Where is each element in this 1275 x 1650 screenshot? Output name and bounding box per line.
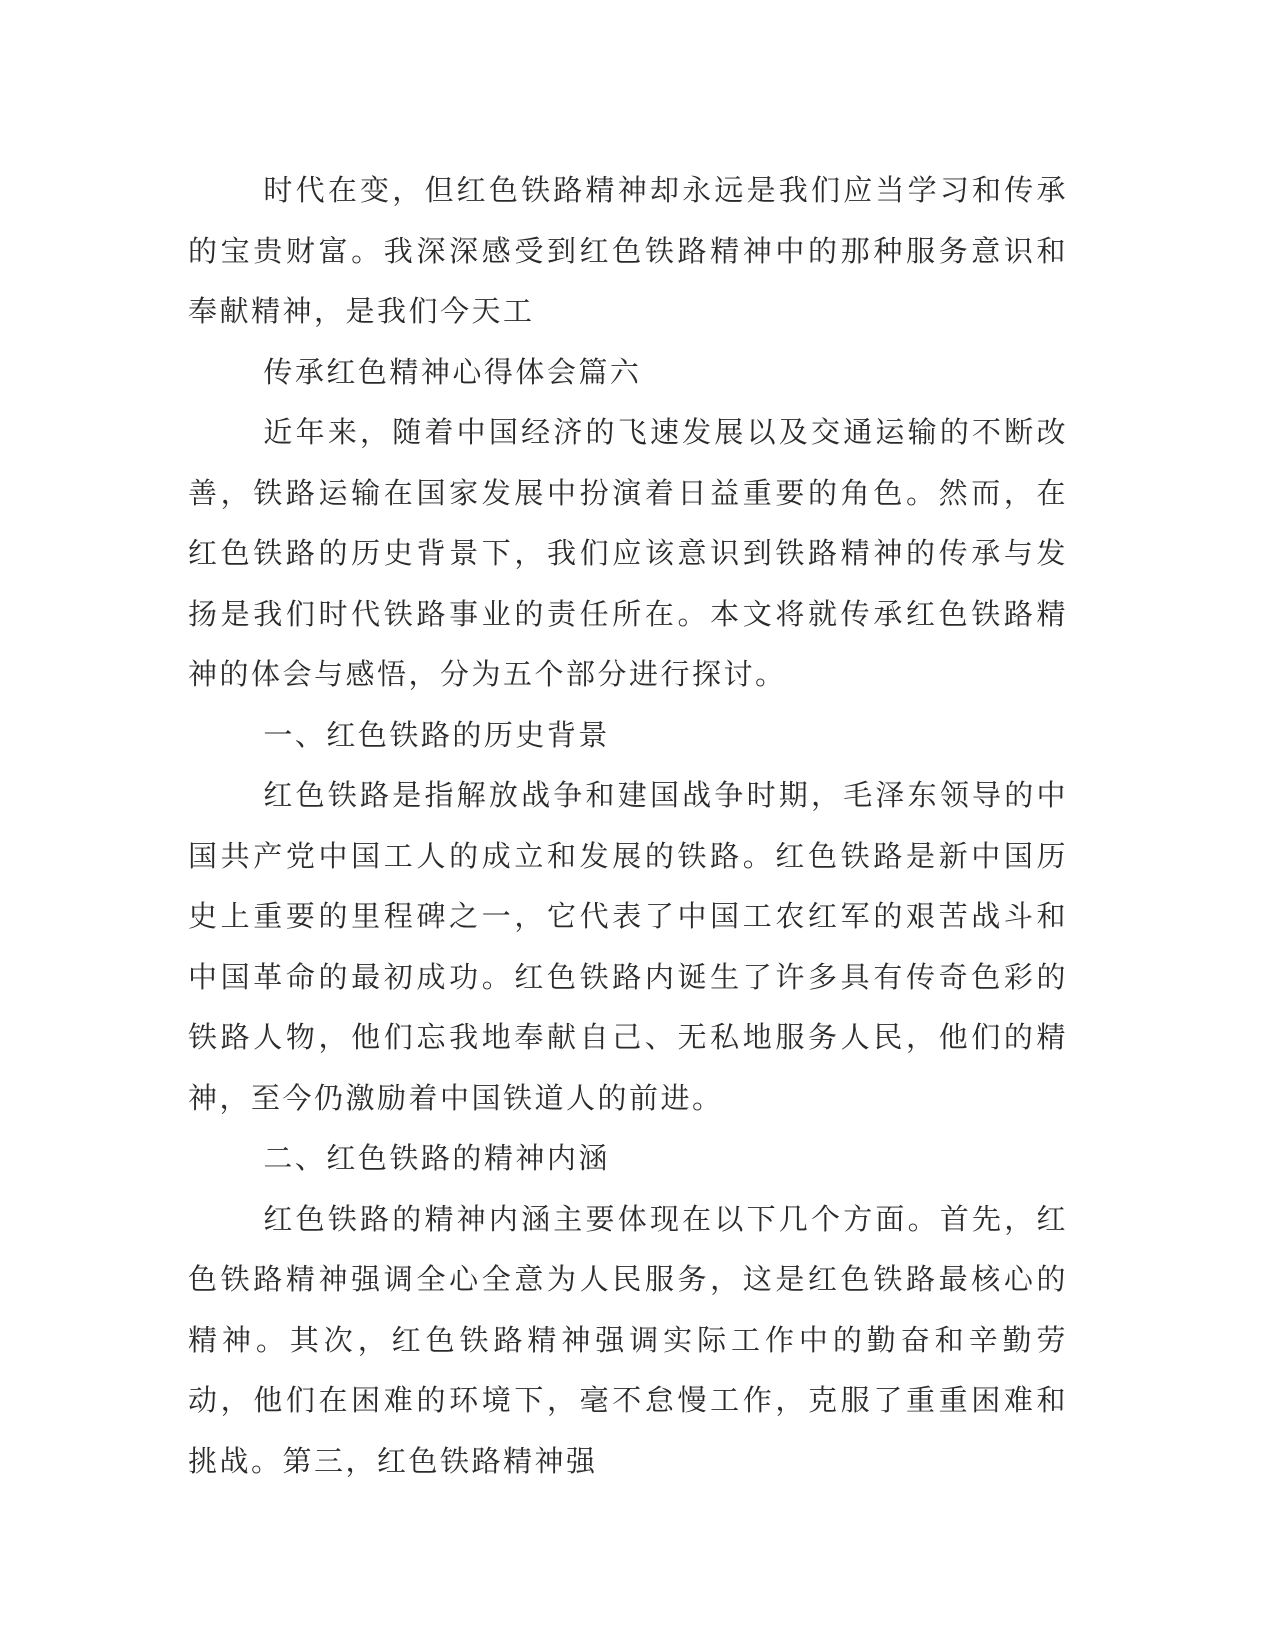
paragraph-part-two: 红色铁路的精神内涵主要体现在以下几个方面。首先，红色铁路精神强调全心全意为人民服务，这是红色铁路最核心的精神。其次，红色铁路精神强调实际工作中的勤奋和辛勤劳动，他们在困难的环境下，毫不怠慢工作，克服了重重困难和挑战。第三，红色铁路精神强 — [188, 1201, 1068, 1478]
paragraph-intro: 近年来，随着中国经济的飞速发展以及交通运输的不断改善，铁路运输在国家发展中扮演着日益重要的角色。然而，在红色铁路的历史背景下，我们应该意识到铁路精神的传承与发扬是我们时代铁路事业的责任所在。本文将就传承红色铁路精神的体会与感悟，分为五个部分进行探讨。 — [188, 415, 1068, 691]
document-body — [188, 160, 1068, 1491]
heading-part-two: 二、红色铁路的精神内涵 — [263, 1141, 610, 1175]
section-title: 传承红色精神心得体会篇六 — [263, 354, 642, 389]
paragraph-closing: 时代在变，但红色铁路精神却永远是我们应当学习和传承的宝贵财富。我深深感受到红色铁路精神中的那种服务意识和奉献精神，是我们今天工 — [188, 173, 1068, 328]
heading-part-one: 一、红色铁路的历史背景 — [263, 717, 610, 752]
paragraph-part-one: 红色铁路是指解放战争和建国战争时期，毛泽东领导的中国共产党中国工人的成立和发展的铁路。红色铁路是新中国历史上重要的里程碑之一，它代表了中国工农红军的艰苦战斗和中国革命的最初成功。红色铁路内诞生了许多具有传奇色彩的铁路人物，他们忘我地奉献自己、无私地服务人民，他们的精神，至今仍激励着中国铁道人的前进。 — [188, 778, 1068, 1115]
